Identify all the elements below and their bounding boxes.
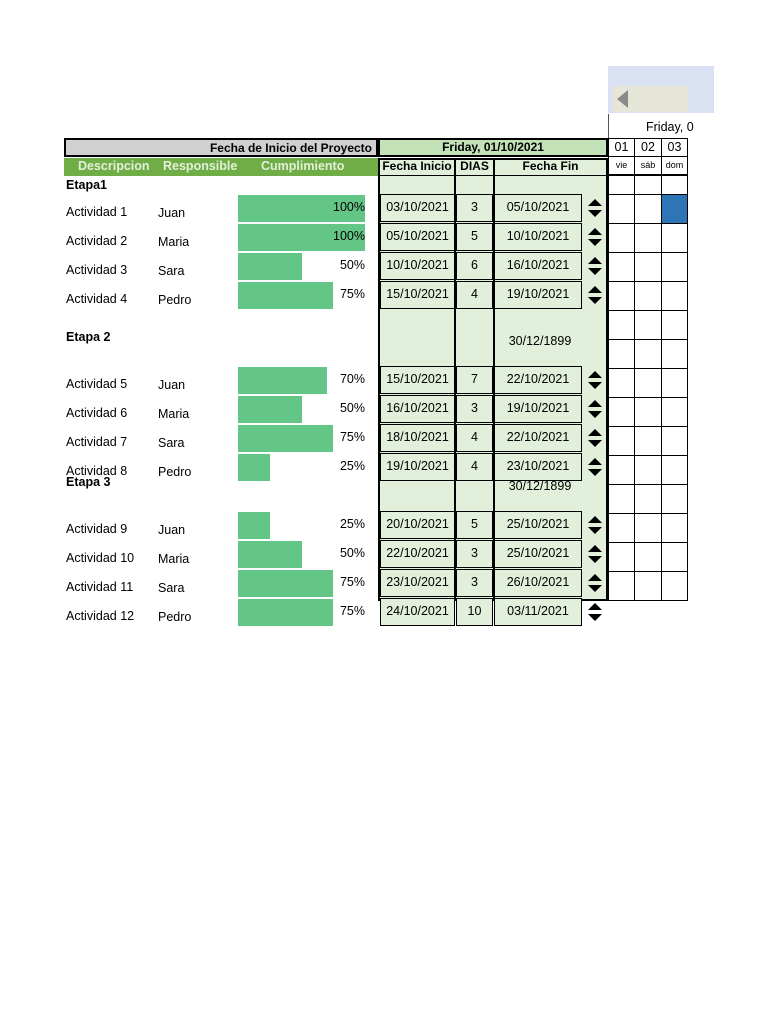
calendar-cell[interactable] (608, 368, 635, 398)
calendar-cell[interactable] (608, 426, 635, 456)
start-date-cell[interactable]: 03/10/2021 (380, 194, 455, 222)
activity-name: Actividad 4 (66, 292, 128, 306)
progress-bar (238, 425, 333, 452)
dias-cell[interactable]: 7 (456, 366, 493, 394)
calendar-cell[interactable] (608, 571, 635, 601)
stage-end-date: 30/12/1899 (508, 334, 572, 348)
progress-bar (238, 396, 302, 423)
activity-name: Actividad 1 (66, 205, 128, 219)
progress-bar (238, 512, 270, 539)
timeline-date-header (608, 114, 715, 138)
progress-percent: 75% (339, 604, 365, 618)
calendar-day-name: sáb (634, 156, 662, 175)
activity-name: Actividad 2 (66, 234, 128, 248)
progress-percent: 75% (339, 430, 365, 444)
activity-name: Actividad 8 (66, 464, 128, 478)
calendar-cell[interactable] (661, 542, 688, 572)
calendar-cell[interactable] (634, 368, 662, 398)
end-date-cell[interactable]: 03/11/2021 (494, 598, 582, 626)
spin-up-icon[interactable] (588, 429, 602, 436)
spin-down-icon[interactable] (588, 382, 602, 389)
end-date-cell[interactable]: 19/10/2021 (494, 281, 582, 309)
calendar-cell[interactable] (634, 339, 662, 369)
spin-down-icon[interactable] (588, 527, 602, 534)
calendar-cell[interactable] (661, 223, 688, 253)
calendar-cell[interactable] (634, 542, 662, 572)
spin-up-icon[interactable] (588, 516, 602, 523)
activity-responsible: Pedro (158, 293, 192, 307)
activity-responsible: Pedro (158, 465, 192, 479)
activity-name: Actividad 11 (66, 580, 134, 594)
dias-cell[interactable]: 3 (456, 194, 493, 222)
date-spinner[interactable] (584, 195, 606, 221)
dias-cell[interactable]: 3 (456, 569, 493, 597)
dias-cell[interactable]: 10 (456, 598, 493, 626)
date-spinner[interactable] (584, 253, 606, 279)
end-date-cell[interactable]: 26/10/2021 (494, 569, 582, 597)
activity-name: Actividad 9 (66, 522, 128, 536)
project-start-date[interactable]: Friday, 01/10/2021 (378, 138, 608, 157)
calendar-cell[interactable] (634, 281, 662, 311)
progress-percent: 50% (339, 401, 365, 415)
spin-up-icon[interactable] (588, 286, 602, 293)
progress-bar (238, 454, 270, 481)
activity-name: Actividad 7 (66, 435, 128, 449)
stage-label: Etapa1 (66, 178, 107, 192)
spin-down-icon[interactable] (588, 239, 602, 246)
calendar-cell-highlight[interactable] (661, 194, 688, 224)
spin-down-icon[interactable] (588, 614, 602, 621)
end-date-cell[interactable]: 05/10/2021 (494, 194, 582, 222)
date-spinner[interactable] (584, 570, 606, 596)
activity-responsible: Juan (158, 523, 186, 537)
calendar-cell[interactable] (608, 542, 635, 572)
activity-responsible: Maria (158, 407, 190, 421)
date-spinner[interactable] (584, 512, 606, 538)
calendar-cell[interactable] (634, 310, 662, 340)
calendar-cell[interactable] (661, 426, 688, 456)
progress-percent: 25% (339, 459, 365, 473)
stage-end-date: 30/12/1899 (508, 479, 572, 493)
end-date-cell[interactable]: 23/10/2021 (494, 453, 582, 481)
end-date-cell[interactable]: 19/10/2021 (494, 395, 582, 423)
timeline-date-label: Friday, 0 (646, 120, 694, 134)
progress-bar (238, 541, 302, 568)
start-date-cell[interactable]: 19/10/2021 (380, 453, 455, 481)
spin-down-icon[interactable] (588, 440, 602, 447)
col-cumplimiento: Cumplimiento (261, 159, 345, 173)
end-date-cell[interactable]: 25/10/2021 (494, 511, 582, 539)
progress-percent: 75% (339, 287, 365, 301)
end-date-cell[interactable]: 22/10/2021 (494, 366, 582, 394)
spin-up-icon[interactable] (588, 228, 602, 235)
end-date-cell[interactable]: 25/10/2021 (494, 540, 582, 568)
spin-down-icon[interactable] (588, 297, 602, 304)
date-spinner[interactable] (584, 224, 606, 250)
calendar-cell[interactable] (634, 194, 662, 224)
project-start-label: Fecha de Inicio del Proyecto (209, 141, 372, 155)
activity-responsible: Sara (158, 581, 185, 595)
column-header-bar (64, 158, 378, 176)
activity-responsible: Sara (158, 264, 185, 278)
stage-label: Etapa 2 (66, 330, 111, 344)
calendar-cell[interactable] (661, 368, 688, 398)
spin-up-icon[interactable] (588, 458, 602, 465)
activity-name: Actividad 10 (66, 551, 135, 565)
start-date-cell[interactable]: 15/10/2021 (380, 366, 455, 394)
stage-label: Etapa 3 (66, 475, 111, 489)
calendar-cell[interactable] (661, 484, 688, 514)
calendar-cell[interactable] (634, 455, 662, 485)
spin-up-icon[interactable] (588, 400, 602, 407)
progress-bar (238, 570, 333, 597)
start-date-cell[interactable]: 16/10/2021 (380, 395, 455, 423)
start-date-cell[interactable]: 23/10/2021 (380, 569, 455, 597)
calendar-cell[interactable] (661, 397, 688, 427)
activity-responsible: Maria (158, 552, 190, 566)
calendar-cell[interactable] (634, 223, 662, 253)
date-spinner[interactable] (584, 599, 606, 625)
activity-name: Actividad 3 (66, 263, 128, 277)
calendar-cell[interactable] (608, 513, 635, 543)
calendar-day-num: 03 (661, 138, 688, 157)
calendar-cell[interactable] (634, 513, 662, 543)
dias-cell[interactable]: 5 (456, 511, 493, 539)
end-date-cell[interactable]: 10/10/2021 (494, 223, 582, 251)
calendar-cell[interactable] (634, 252, 662, 282)
progress-bar (238, 599, 333, 626)
activity-name: Actividad 6 (66, 406, 128, 420)
start-date-cell[interactable]: 05/10/2021 (380, 223, 455, 251)
activity-name: Actividad 12 (66, 609, 135, 623)
calendar-cell[interactable] (608, 310, 635, 340)
spin-down-icon[interactable] (588, 411, 602, 418)
activity-responsible: Sara (158, 436, 185, 450)
start-date-cell[interactable]: 20/10/2021 (380, 511, 455, 539)
dias-cell[interactable]: 6 (456, 252, 493, 280)
progress-bar (238, 282, 333, 309)
start-date-cell[interactable]: 24/10/2021 (380, 598, 455, 626)
calendar-cell[interactable] (634, 397, 662, 427)
activity-responsible: Juan (158, 378, 186, 392)
spin-up-icon[interactable] (588, 199, 602, 206)
dias-header: DIAS (456, 158, 493, 176)
progress-bar (238, 253, 302, 280)
calendar-cell[interactable] (634, 175, 662, 195)
calendar-cell[interactable] (661, 175, 688, 195)
activity-name: Actividad 5 (66, 377, 128, 391)
calendar-cell[interactable] (661, 252, 688, 282)
spin-down-icon[interactable] (588, 210, 602, 217)
spin-up-icon[interactable] (588, 574, 602, 581)
calendar-day-name: vie (608, 156, 635, 175)
date-spinner[interactable] (584, 367, 606, 393)
progress-percent: 25% (339, 517, 365, 531)
calendar-cell[interactable] (661, 339, 688, 369)
calendar-cell[interactable] (634, 426, 662, 456)
dias-cell[interactable]: 5 (456, 223, 493, 251)
col-descripcion: Descripcion (78, 159, 150, 173)
dias-cell[interactable]: 4 (456, 424, 493, 452)
date-spinner[interactable] (584, 454, 606, 480)
end-date-cell[interactable]: 16/10/2021 (494, 252, 582, 280)
spin-down-icon[interactable] (588, 585, 602, 592)
calendar-day-num: 01 (608, 138, 635, 157)
calendar-cell[interactable] (608, 484, 635, 514)
progress-percent: 50% (339, 546, 365, 560)
calendar-cell[interactable] (661, 571, 688, 601)
spin-up-icon[interactable] (588, 371, 602, 378)
activity-responsible: Pedro (158, 610, 192, 624)
fecha-inicio-header: Fecha Inicio (380, 158, 454, 176)
progress-bar (238, 367, 327, 394)
calendar-cell[interactable] (661, 513, 688, 543)
calendar-cell[interactable] (608, 339, 635, 369)
spin-up-icon[interactable] (588, 603, 602, 610)
calendar-cell[interactable] (608, 223, 635, 253)
spin-down-icon[interactable] (588, 268, 602, 275)
calendar-cell[interactable] (634, 484, 662, 514)
activity-responsible: Maria (158, 235, 190, 249)
spin-down-icon[interactable] (588, 556, 602, 563)
dias-cell[interactable]: 4 (456, 453, 493, 481)
dias-cell[interactable]: 4 (456, 281, 493, 309)
calendar-day-name: dom (661, 156, 688, 175)
calendar-cell[interactable] (661, 455, 688, 485)
progress-percent: 50% (339, 258, 365, 272)
left-arrow-icon[interactable] (617, 90, 628, 108)
calendar-cell[interactable] (608, 281, 635, 311)
end-date-cell[interactable]: 22/10/2021 (494, 424, 582, 452)
calendar-day-num: 02 (634, 138, 662, 157)
spin-up-icon[interactable] (588, 257, 602, 264)
calendar-cell[interactable] (608, 252, 635, 282)
progress-percent: 75% (339, 575, 365, 589)
start-date-cell[interactable]: 10/10/2021 (380, 252, 455, 280)
start-date-cell[interactable]: 18/10/2021 (380, 424, 455, 452)
project-start-header (64, 138, 378, 157)
start-date-cell[interactable]: 22/10/2021 (380, 540, 455, 568)
date-spinner[interactable] (584, 541, 606, 567)
calendar-cell[interactable] (661, 310, 688, 340)
calendar-cell[interactable] (608, 194, 635, 224)
dias-cell[interactable]: 3 (456, 395, 493, 423)
progress-percent: 100% (333, 229, 365, 243)
spin-down-icon[interactable] (588, 469, 602, 476)
date-spinner[interactable] (584, 396, 606, 422)
col-responsible: Responsible (163, 159, 238, 173)
calendar-cell[interactable] (634, 571, 662, 601)
calendar-cell[interactable] (661, 281, 688, 311)
dias-cell[interactable]: 3 (456, 540, 493, 568)
start-date-cell[interactable]: 15/10/2021 (380, 281, 455, 309)
calendar-cell[interactable] (608, 175, 635, 195)
fecha-fin-header: Fecha Fin (495, 158, 606, 176)
date-spinner[interactable] (584, 425, 606, 451)
progress-percent: 100% (333, 200, 365, 214)
activity-responsible: Juan (158, 206, 186, 220)
progress-percent: 70% (339, 372, 365, 386)
date-spinner[interactable] (584, 282, 606, 308)
calendar-cell[interactable] (608, 455, 635, 485)
calendar-cell[interactable] (608, 397, 635, 427)
spin-up-icon[interactable] (588, 545, 602, 552)
